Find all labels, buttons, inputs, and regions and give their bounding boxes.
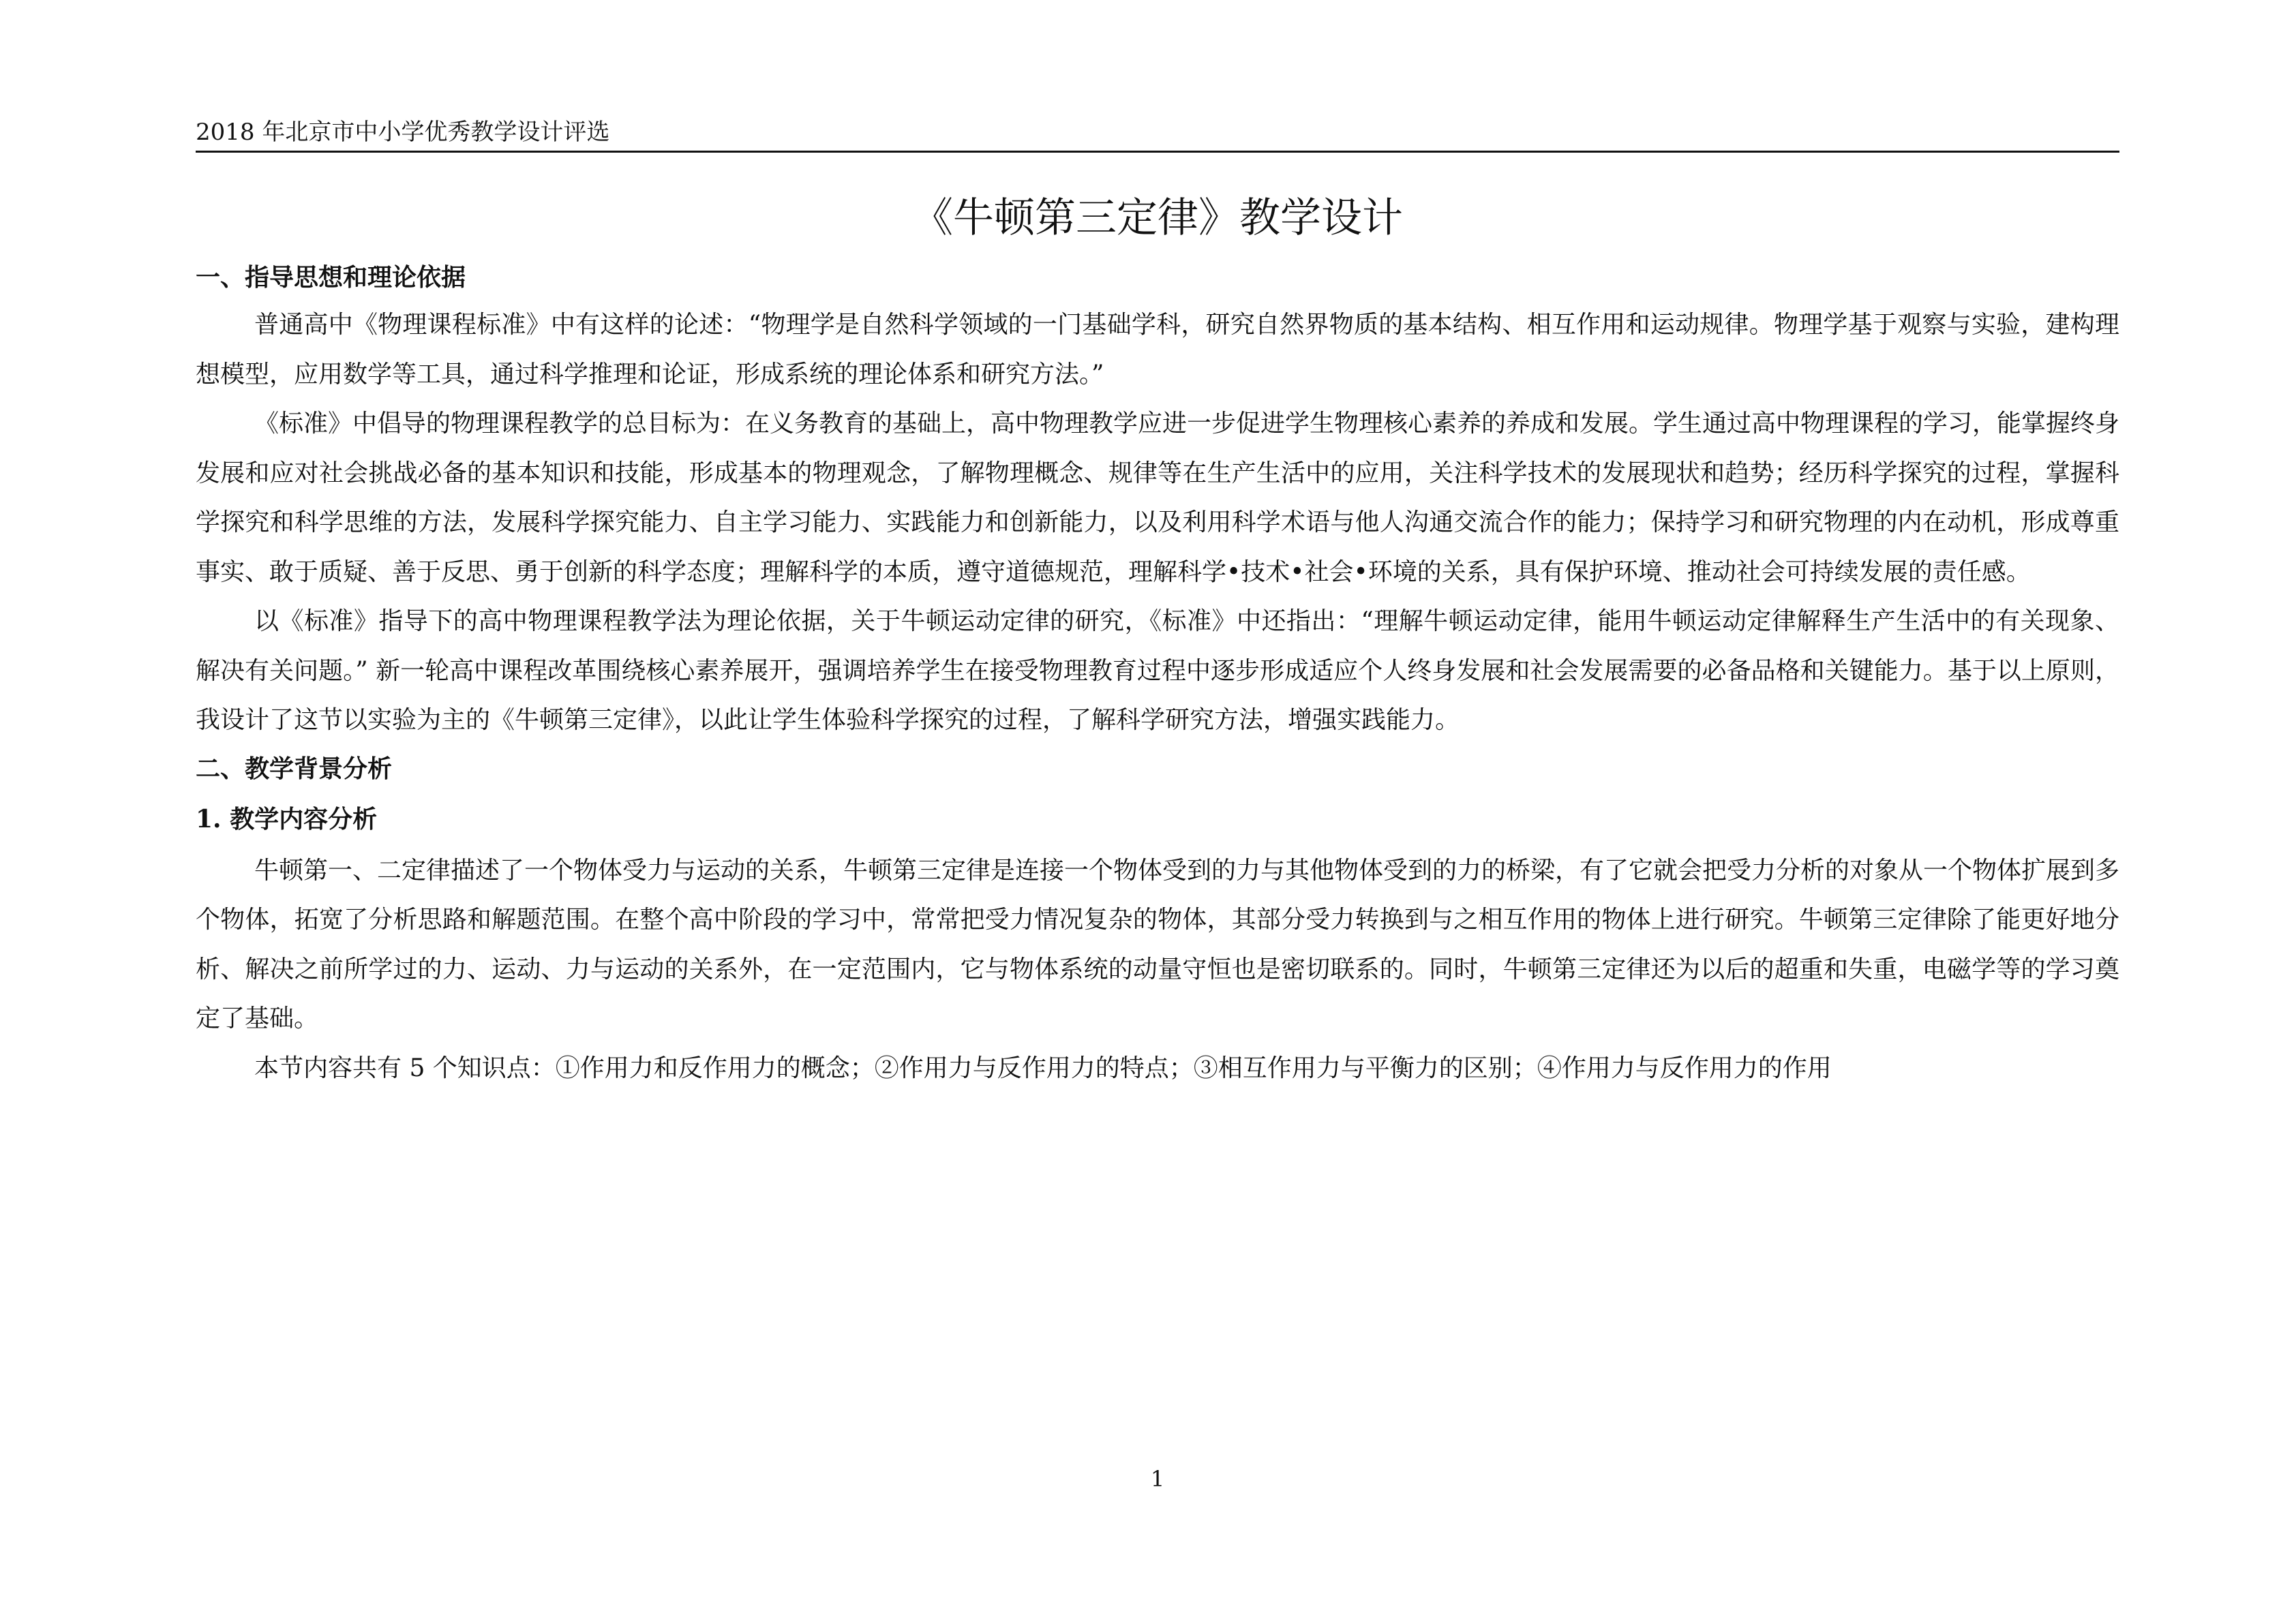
section-heading-guiding-ideas: 一、指导思想和理论依据: [196, 263, 466, 292]
section-heading-background-analysis: 二、教学背景分析: [196, 754, 393, 783]
document-title: 《牛顿第三定律》教学设计: [912, 194, 1403, 242]
paragraph: 普通高中《物理课程标准》中有这样的论述：“物理学是自然科学领域的一门基础学科，研究自然界物质的基本结构、相互作用和运动规律。物理学基于观察与实验，建构理想模型，应用数学等工具，通过科学推理和论证，形成系统的理论体系和研究方法。”: [196, 311, 2119, 388]
paragraph: 《标准》中倡导的物理课程教学的总目标为：在义务教育的基础上，高中物理教学应进一步促进学生物理核心素养的养成和发展。学生通过高中物理课程的学习，能掌握终身发展和应对社会挑战必备的基本知识和技能，形成基本的物理观念，了解物理概念、规律等在生产生活中的应用，关注科学技术的发展现状和趋势；经历科学探究的过程，掌握科学探究和科学思维的方法，发展科学探究能力、自主学习能力、实践能力和创新能力，以及利用科学术语与他人沟通交流合作的能力；保持学习和研究物理的内在动机，形成尊重事实、敢于质疑、善于反思、勇于创新的科学态度；理解科学的本质，遵守道德规范，理解科学•技术•社会•环境的关系，具有保护环境、推动社会可持续发展的责任感。: [196, 410, 2120, 586]
paragraph: 以《标准》指导下的高中物理课程教学法为理论依据，关于牛顿运动定律的研究，《标准》中还指出：“理解牛顿运动定律，能用牛顿运动定律解释生产生活中的有关现象、解决有关问题。” 新一轮高中课程改革围绕核心素养展开，强调培养学生在接受物理教育过程中逐步形成适应个人终身发展和社会发展需要的必备品格和关键能力。基于以上原则，我设计了这节以实验为主的《牛顿第三定律》，以此让学生体验科学探究的过程，了解科学研究方法，增强实践能力。: [196, 607, 2119, 734]
running-header: 2018 年北京市中小学优秀教学设计评选: [196, 119, 610, 146]
subheading-content-analysis: 1. 教学内容分析: [196, 804, 378, 833]
paragraph: 本节内容共有 5 个知识点：①作用力和反作用力的概念；②作用力与反作用力的特点；③相互作用力与平衡力的区别；④作用力与反作用力的作用: [254, 1054, 1832, 1082]
paragraph: 牛顿第一、二定律描述了一个物体受力与运动的关系，牛顿第三定律是连接一个物体受到的力与其他物体受到的力的桥梁，有了它就会把受力分析的对象从一个物体扩展到多个物体，拓宽了分析思路和解题范围。在整个高中阶段的学习中，常常把受力情况复杂的物体，其部分受力转换到与之相互作用的物体上进行研究。牛顿第三定律除了能更好地分析、解决之前所学过的力、运动、力与运动的关系外，在一定范围内，它与物体系统的动量守恒也是密切联系的。同时，牛顿第三定律还为以后的超重和失重，电磁学等的学习奠定了基础。: [196, 856, 2120, 1032]
header-rule: [196, 151, 2119, 153]
document-body: [196, 254, 2119, 1093]
page-number: 1: [1150, 1466, 1165, 1492]
